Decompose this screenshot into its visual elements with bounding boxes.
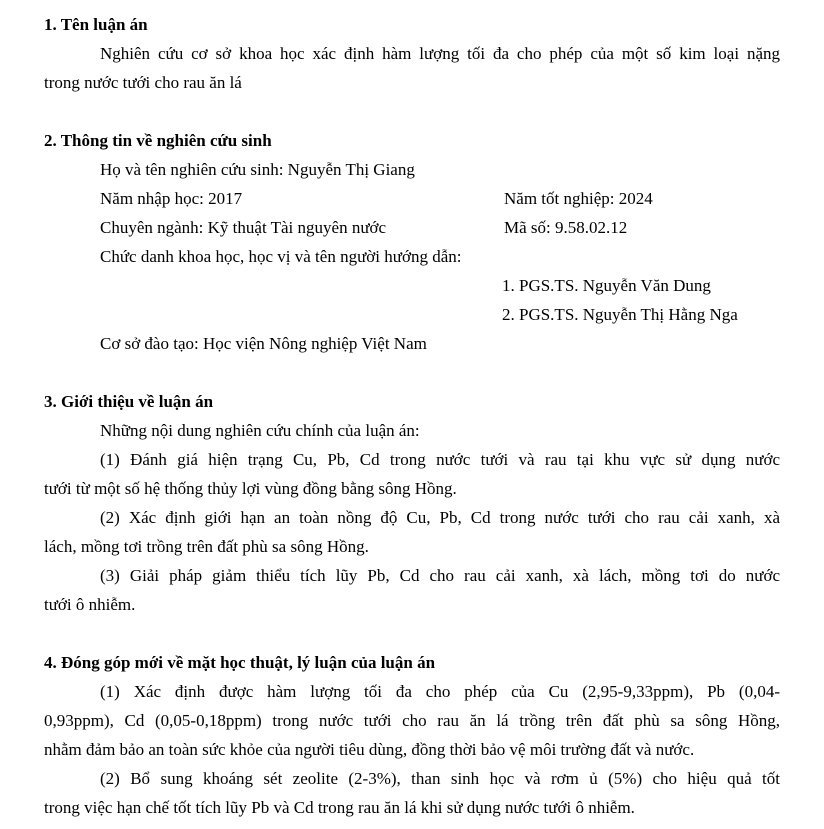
advisor-1: 1. PGS.TS. Nguyễn Văn Dung: [502, 276, 711, 295]
advisor-2: 2. PGS.TS. Nguyễn Thị Hằng Nga: [502, 305, 738, 324]
major-code: Mã số: 9.58.02.12: [504, 218, 628, 237]
advisor-label: Chức danh khoa học, học vị và tên người hướng dẫn:: [100, 247, 462, 266]
section1-heading: 1. Tên luận án: [44, 15, 148, 34]
enroll-year: Năm nhập học: 2017: [100, 189, 243, 208]
content-item2-line1: (2) Xác định giới hạn an toàn nồng độ Cu, Pb, Cd trong nước tưới cho rau cải xanh, xà: [100, 508, 780, 527]
spacer: [44, 619, 780, 648]
year-row: [44, 184, 780, 213]
institution: Cơ sở đào tạo: Học viện Nông nghiệp Việt Nam: [100, 334, 427, 353]
contribution-item1-line1: (1) Xác định được hàm lượng tối đa cho phép của Cu (2,95-9,33ppm), Pb (0,04-: [100, 682, 780, 701]
student-name: Họ và tên nghiên cứu sinh: Nguyễn Thị Giang: [100, 160, 415, 179]
contribution-item2-line1: (2) Bổ sung khoáng sét zeolite (2-3%), than sinh học và rơm ủ (5%) cho hiệu quả tốt: [100, 769, 780, 788]
contribution-item2-line2: trong việc hạn chế tốt tích lũy Pb và Cd trong rau ăn lá khi sử dụng nước tưới ô nhiễm.: [44, 798, 635, 817]
section3-heading: 3. Giới thiệu về luận án: [44, 392, 214, 411]
document-page: [44, 10, 780, 822]
contribution-item1-line2: 0,93ppm), Cd (0,05-0,18ppm) trong nước tưới cho rau ăn lá trồng trên đất phù sa sông Hồng,: [44, 711, 780, 730]
thesis-title-line1: Nghiên cứu cơ sở khoa học xác định hàm lượng tối đa cho phép của một số kim loại nặng: [100, 44, 780, 63]
content-item1-line1: (1) Đánh giá hiện trạng Cu, Pb, Cd trong nước tưới và rau tại khu vực sử dụng nước: [100, 450, 780, 469]
content-item1-line2: tưới từ một số hệ thống thủy lợi vùng đồng bằng sông Hồng.: [44, 479, 457, 498]
major-row: [44, 213, 780, 242]
section2-heading: 2. Thông tin về nghiên cứu sinh: [44, 131, 272, 150]
content-item3-line1: (3) Giải pháp giảm thiểu tích lũy Pb, Cd cho rau cải xanh, xà lách, mồng tơi do nước: [100, 566, 780, 585]
content-item3-line2: tưới ô nhiễm.: [44, 595, 136, 614]
major: Chuyên ngành: Kỹ thuật Tài nguyên nước: [100, 218, 387, 237]
thesis-title-line2: trong nước tưới cho rau ăn lá: [44, 73, 242, 92]
section4-heading: 4. Đóng góp mới về mặt học thuật, lý luận của luận án: [44, 653, 436, 672]
grad-year: Năm tốt nghiệp: 2024: [504, 189, 653, 208]
content-item2-line2: lách, mồng tơi trồng trên đất phù sa sông Hồng.: [44, 537, 369, 556]
spacer: [44, 97, 780, 126]
spacer: [44, 358, 780, 387]
section3-intro: Những nội dung nghiên cứu chính của luận án:: [100, 421, 420, 440]
contribution-item1-line3: nhằm đảm bảo an toàn sức khỏe của người tiêu dùng, đồng thời bảo vệ môi trường đất và nước.: [44, 740, 695, 759]
